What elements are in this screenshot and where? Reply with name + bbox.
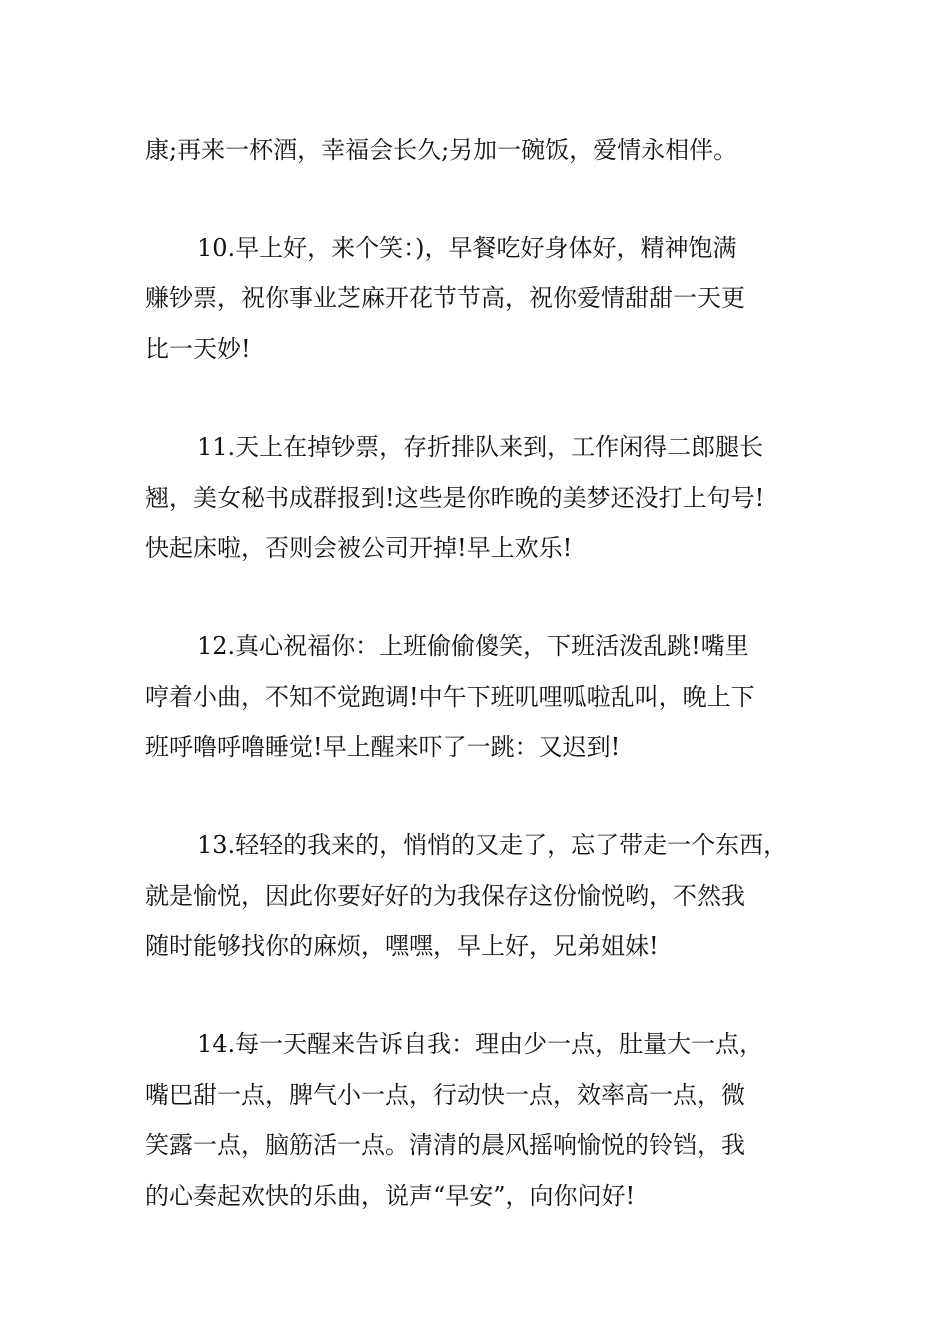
- paragraph-line: 12.真心祝福你：上班偷偷傻笑，下班活泼乱跳!嘴里: [197, 632, 749, 660]
- paragraph-line: 14.每一天醒来告诉自我：理由少一点，肚量大一点，: [197, 1030, 764, 1058]
- paragraph-line: 13.轻轻的我来的，悄悄的又走了，忘了带走一个东西，: [197, 831, 788, 859]
- paragraph-line: 笑露一点，脑筋活一点。清清的晨风摇响愉悦的铃铛，我: [145, 1131, 745, 1159]
- paragraph-line: 康;再来一杯酒，幸福会长久;另加一碗饭，爱情永相伴。: [145, 136, 738, 164]
- paragraph-line: 就是愉悦，因此你要好好的为我保存这份愉悦哟，不然我: [145, 882, 745, 910]
- paragraph-line: 快起床啦，否则会被公司开掉!早上欢乐!: [145, 534, 573, 562]
- paragraph-line: 的心奏起欢快的乐曲，说声“早安”，向你问好!: [145, 1182, 636, 1210]
- paragraph-line: 哼着小曲，不知不觉跑调!中午下班叽哩呱啦乱叫，晚上下: [145, 683, 755, 711]
- paragraph-line: 比一天妙!: [145, 335, 251, 363]
- paragraph-line: 班呼噜呼噜睡觉!早上醒来吓了一跳：又迟到!: [145, 733, 621, 761]
- paragraph-line: 翘，美女秘书成群报到!这些是你昨晚的美梦还没打上句号!: [145, 484, 765, 512]
- paragraph-line: 嘴巴甜一点，脾气小一点，行动快一点，效率高一点，微: [145, 1081, 745, 1109]
- paragraph-line: 10.早上好，来个笑：)，早餐吃好身体好，精神饱满: [197, 234, 737, 262]
- paragraph-line: 随时能够找你的麻烦，嘿嘿，早上好，兄弟姐妹!: [145, 932, 659, 960]
- paragraph-line: 赚钞票，祝你事业芝麻开花节节高，祝你爱情甜甜一天更: [145, 284, 745, 312]
- paragraph-line: 11.天上在掉钞票，存折排队来到，工作闲得二郎腿长: [197, 433, 764, 461]
